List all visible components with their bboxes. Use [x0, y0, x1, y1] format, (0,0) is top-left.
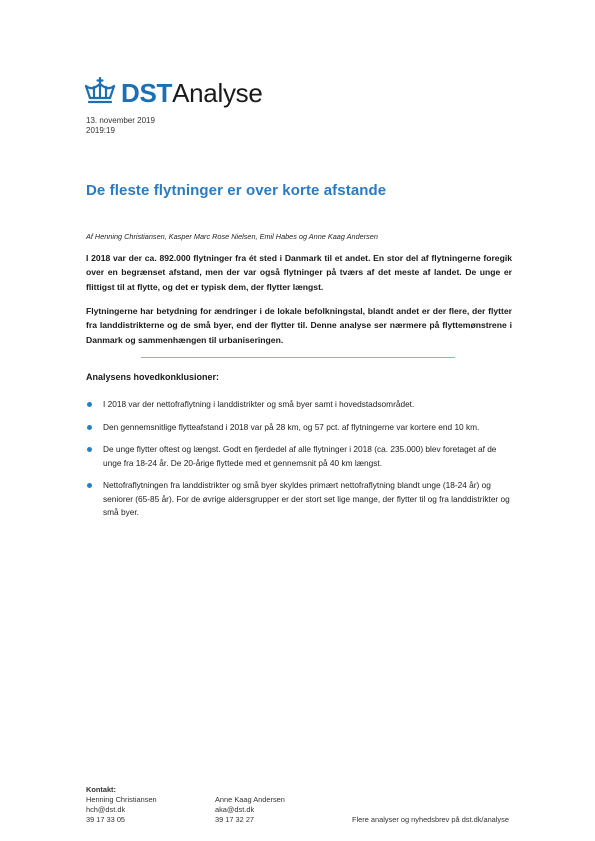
contact-phone: 39 17 32 27 [215, 815, 255, 824]
bullet-icon [87, 483, 92, 488]
more-analyses-link[interactable]: Flere analyser og nyhedsbrev på dst.dk/analyse [352, 815, 509, 824]
contact-block-1 [86, 785, 157, 825]
conclusions-list [86, 398, 512, 529]
contact-email[interactable]: hch@dst.dk [86, 805, 126, 814]
contact-name: Anne Kaag Andersen [215, 795, 285, 804]
bullet-icon [87, 447, 92, 452]
conclusion-item [86, 421, 512, 435]
conclusion-text: Den gennemsnitlige flytteafstand i 2018 var på 28 km, og 57 pct. af flytningerne var kortere end 10 km. [103, 421, 480, 432]
divider-line [141, 357, 455, 358]
contact-block-2 [215, 795, 285, 825]
conclusion-item [86, 479, 512, 520]
conclusion-text: I 2018 var der nettofraflytning i landdistrikter og små byer samt i hovedstadsområdet. [103, 399, 415, 409]
conclusion-item [86, 443, 512, 470]
contact-label: Kontakt: [86, 785, 116, 794]
contact-name: Henning Christiansen [86, 795, 157, 804]
publication-date: 13. november 2019 [86, 116, 155, 125]
conclusion-item [86, 398, 512, 412]
logo-dst-text: DST [121, 78, 173, 108]
contact-phone: 39 17 33 05 [86, 815, 126, 824]
logo-analyse-text: Analyse [172, 78, 263, 108]
page-title: De fleste flytninger er over korte afstande [86, 182, 387, 199]
conclusions-heading: Analysens hovedkonklusioner: [86, 372, 220, 382]
publication-number: 2019:19 [86, 126, 115, 135]
crown-icon [82, 76, 118, 106]
contact-email[interactable]: aka@dst.dk [215, 805, 255, 814]
conclusion-text: De unge flytter oftest og længst. Godt en fjerdedel af alle flytninger i 2018 (ca. 235.000) blev foretaget af de unge fra 18-24 år. De 20-årige flyttede med et gennemsnit på 40 km længst. [103, 444, 497, 468]
dst-analyse-logo [82, 76, 263, 106]
bullet-icon [87, 402, 92, 407]
authors-line: Af Henning Christiansen, Kasper Marc Rose Nielsen, Emil Habes og Anne Kaag Andersen [86, 232, 378, 241]
lead-paragraph-2: Flytningerne har betydning for ændringer i de lokale befolkningstal, blandt andet er der flere, der flytter fra landdistrikterne og de små byer, end der flytter til. Denne analyse ser nærmere på flyttemønstrene i Danmark og sammenhængen til urbaniseringen. [86, 306, 512, 345]
bullet-icon [87, 425, 92, 430]
conclusion-text: Nettofraflytningen fra landdistrikter og små byer skyldes primært nettofraflytning blandt unge (18-24 år) og seniorer (65-85 år). For de øvrige aldersgrupper er der stort set lige mange, der flytter til og fra landdistrikter og små byer. [103, 480, 510, 517]
lead-paragraph-1: I 2018 var der ca. 892.000 flytninger fra ét sted i Danmark til et andet. En stor del af flytningerne foregik over en begrænset afstand, men der var også flytninger på tværs af det meste af landet. De unge er flittigst til at flytte, og det er typisk dem, der flytter længst. [86, 253, 512, 292]
